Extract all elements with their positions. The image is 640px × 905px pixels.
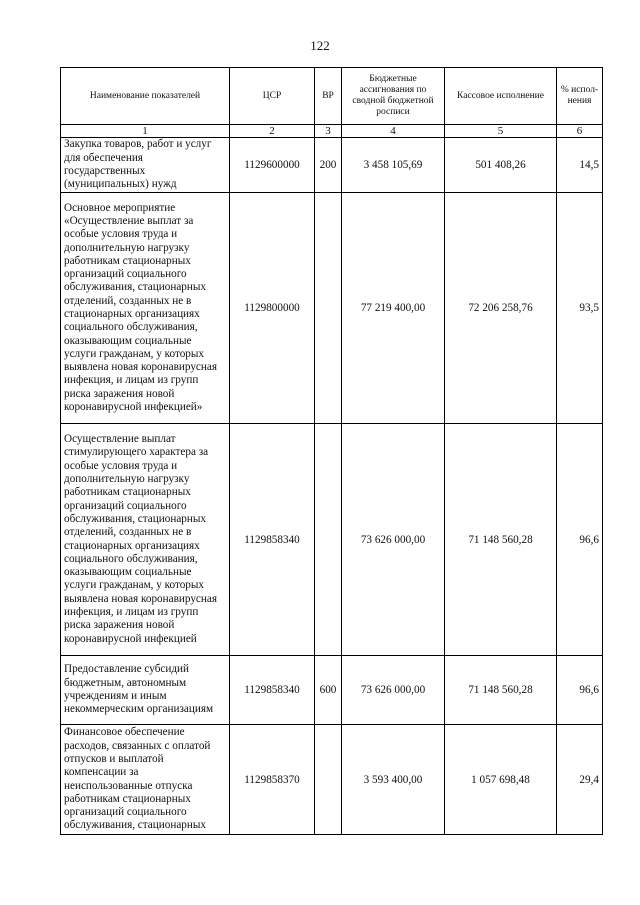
row-cash: 71 148 560,28 <box>445 656 557 725</box>
row-budget: 73 626 000,00 <box>342 656 445 725</box>
row-name: Закупка товаров, работ и услуг для обеспечения государственных (муниципальных) нужд <box>61 138 230 193</box>
row-cash: 72 206 258,76 <box>445 193 557 424</box>
row-csr: 1129800000 <box>230 193 315 424</box>
row-cash: 71 148 560,28 <box>445 424 557 656</box>
table-row <box>61 725 603 835</box>
page-number: 122 <box>310 38 330 53</box>
row-percent: 29,4 <box>557 725 603 835</box>
column-number: 6 <box>557 125 603 138</box>
row-name: Предоставление субсидий бюджетным, автономным учреждениям и иным некоммерческим организациям <box>61 656 230 725</box>
row-vr: 200 <box>315 138 342 193</box>
row-cash: 501 408,26 <box>445 138 557 193</box>
table-header-row <box>61 68 603 125</box>
row-name: Осуществление выплат стимулирующего характера за особые условия труда и дополнительную нагрузку работникам стационарных организаций социального обслуживания, стационарных отделений, созданных не в стационарных организациях социального обслуживания, оказывающим социальные услуги гражданам, у которых выявлена новая коронавирусная инфекция, и лицам из групп риска заражения новой коронавирусной инфекцией <box>61 424 230 656</box>
row-cash: 1 057 698,48 <box>445 725 557 835</box>
row-budget: 73 626 000,00 <box>342 424 445 656</box>
header-cash: Кассовое исполнение <box>445 68 557 125</box>
row-vr: 600 <box>315 656 342 725</box>
table-row <box>61 424 603 656</box>
row-vr <box>315 424 342 656</box>
row-vr <box>315 193 342 424</box>
column-number: 5 <box>445 125 557 138</box>
row-percent: 96,6 <box>557 424 603 656</box>
header-percent: % испол-нения <box>557 68 603 125</box>
header-name: Наименование показателей <box>61 68 230 125</box>
row-csr: 1129858370 <box>230 725 315 835</box>
column-number: 2 <box>230 125 315 138</box>
table-row <box>61 138 603 193</box>
table-row <box>61 656 603 725</box>
header-budget: Бюджетные ассигнования по сводной бюджетной росписи <box>342 68 445 125</box>
row-budget: 3 458 105,69 <box>342 138 445 193</box>
column-number: 1 <box>61 125 230 138</box>
row-budget: 3 593 400,00 <box>342 725 445 835</box>
row-vr <box>315 725 342 835</box>
column-number-row <box>61 125 603 138</box>
row-csr: 1129600000 <box>230 138 315 193</box>
row-name: Основное мероприятие «Осуществление выплат за особые условия труда и дополнительную нагрузку работникам стационарных организаций социального обслуживания, стационарных отделений, созданных не в стационарных организациях социального обслуживания, оказывающим социальные услуги гражданам, у которых выявлена новая коронавирусная инфекция, и лицам из групп риска заражения новой коронавирусной инфекцией» <box>61 193 230 424</box>
row-budget: 77 219 400,00 <box>342 193 445 424</box>
column-number: 4 <box>342 125 445 138</box>
row-csr: 1129858340 <box>230 424 315 656</box>
header-csr: ЦСР <box>230 68 315 125</box>
column-number: 3 <box>315 125 342 138</box>
row-percent: 93,5 <box>557 193 603 424</box>
table-row <box>61 193 603 424</box>
row-name: Финансовое обеспечение расходов, связанных с оплатой отпусков и выплатой компенсации за неиспользованные отпуска работникам стационарных организаций социального обслуживания, стационарных <box>61 725 230 835</box>
row-csr: 1129858340 <box>230 656 315 725</box>
header-vr: ВР <box>315 68 342 125</box>
row-percent: 96,6 <box>557 656 603 725</box>
budget-execution-table <box>60 67 603 835</box>
row-percent: 14,5 <box>557 138 603 193</box>
